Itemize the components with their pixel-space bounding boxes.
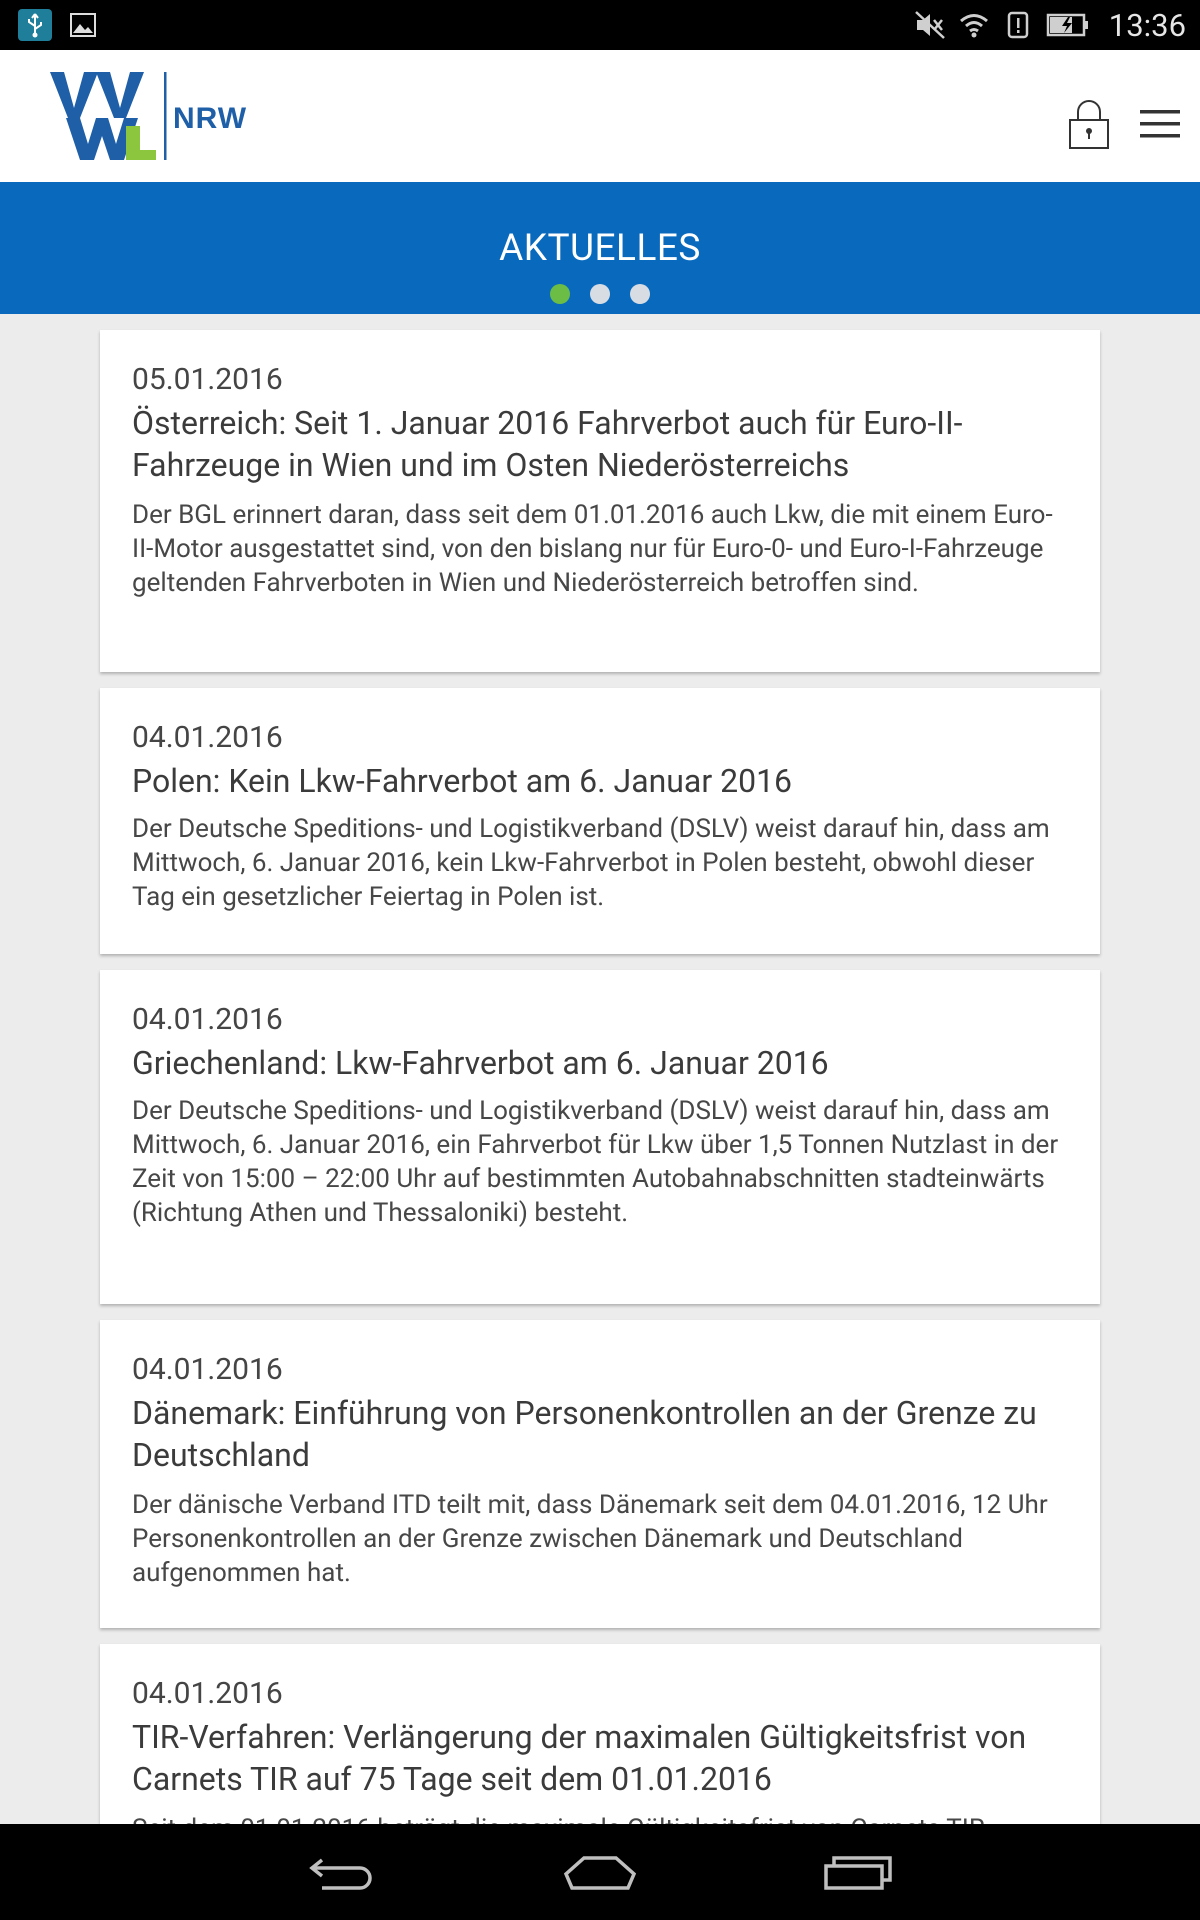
- news-title: TIR-Verfahren: Verlängerung der maximalen Gültigkeitsfrist von Carnets TIR auf 75 Tage seit dem 01.01.2016: [132, 1718, 1027, 1798]
- mute-icon: [913, 9, 947, 41]
- hamburger-menu-icon: [1139, 108, 1181, 140]
- news-date: 04.01.2016: [132, 1002, 283, 1037]
- news-card[interactable]: [100, 1320, 1100, 1628]
- news-card[interactable]: [100, 688, 1100, 954]
- news-date: 05.01.2016: [132, 362, 283, 397]
- system-navigation-bar: [0, 1824, 1200, 1920]
- news-list[interactable]: [0, 314, 1200, 1824]
- pager-indicator[interactable]: [0, 284, 1200, 304]
- back-button[interactable]: [303, 1846, 383, 1898]
- recent-apps-icon: [822, 1852, 894, 1892]
- news-card[interactable]: [100, 330, 1100, 672]
- news-date: 04.01.2016: [132, 1676, 283, 1711]
- status-bar: [0, 0, 1200, 50]
- news-date: 04.01.2016: [132, 720, 283, 755]
- section-title-band: [0, 182, 1200, 314]
- usb-icon: [18, 9, 52, 41]
- home-icon: [562, 1852, 638, 1892]
- news-title: Polen: Kein Lkw-Fahrverbot am 6. Januar 2016: [132, 762, 793, 800]
- news-text: Der dänische Verband ITD teilt mit, dass Dänemark seit dem 04.01.2016, 12 Uhr Personenkontrollen an der Grenze zwischen Dänemark und Deutschland aufgenommen hat.: [132, 1490, 1048, 1588]
- news-date: 04.01.2016: [132, 1352, 283, 1387]
- recent-apps-button[interactable]: [818, 1846, 898, 1898]
- pager-dot-1[interactable]: [550, 284, 570, 304]
- news-text: Der Deutsche Speditions- und Logistikverband (DSLV) weist darauf hin, dass am Mittwoch, 6. Januar 2016, kein Lkw-Fahrverbot in Polen besteht, obwohl dieser Tag ein gesetzlicher Feiertag in Polen ist.: [132, 814, 1050, 912]
- vvwl-nrw-logo[interactable]: [50, 68, 250, 163]
- back-icon: [308, 1852, 378, 1892]
- home-button[interactable]: [560, 1846, 640, 1898]
- news-title: Österreich: Seit 1. Januar 2016 Fahrverbot auch für Euro-II-Fahrzeuge in Wien und im Osten Niederösterreichs: [132, 404, 963, 484]
- news-text: Der BGL erinnert daran, dass seit dem 01.01.2016 auch Lkw, die mit einem Euro-II-Motor ausgestattet sind, von den bislang nur für Euro-0- und Euro-I-Fahrzeuge geltenden Fahrverboten in Wien und Niederösterreich betroffen sind.: [132, 500, 1053, 598]
- app-header: [0, 50, 1200, 182]
- status-time: 13:36: [1108, 6, 1186, 44]
- lock-button[interactable]: [1068, 98, 1110, 150]
- sim-alert-icon: [1001, 9, 1035, 41]
- news-title: Dänemark: Einführung von Personenkontrollen an der Grenze zu Deutschland: [132, 1394, 1037, 1474]
- menu-button[interactable]: [1138, 98, 1182, 150]
- lock-icon: [1068, 98, 1110, 150]
- news-text: Der Deutsche Speditions- und Logistikverband (DSLV) weist darauf hin, dass am Mittwoch, 6. Januar 2016, ein Fahrverbot für Lkw über 1,5 Tonnen Nutzlast in der Zeit von 15:00 – 22:00 Uhr auf bestimmten Autobahnabschnitten stadteinwärts (Richtung Athen und Thessaloniki) besteht.: [132, 1096, 1059, 1228]
- image-icon: [66, 9, 100, 41]
- battery-charging-icon: [1045, 9, 1091, 41]
- pager-dot-2[interactable]: [590, 284, 610, 304]
- news-card[interactable]: [100, 970, 1100, 1304]
- pager-dot-3[interactable]: [630, 284, 650, 304]
- news-title: Griechenland: Lkw-Fahrverbot am 6. Januar 2016: [132, 1044, 829, 1082]
- svg-text:NRW: NRW: [173, 102, 248, 135]
- page-title: AKTUELLES: [499, 227, 701, 270]
- wifi-icon: [957, 9, 991, 41]
